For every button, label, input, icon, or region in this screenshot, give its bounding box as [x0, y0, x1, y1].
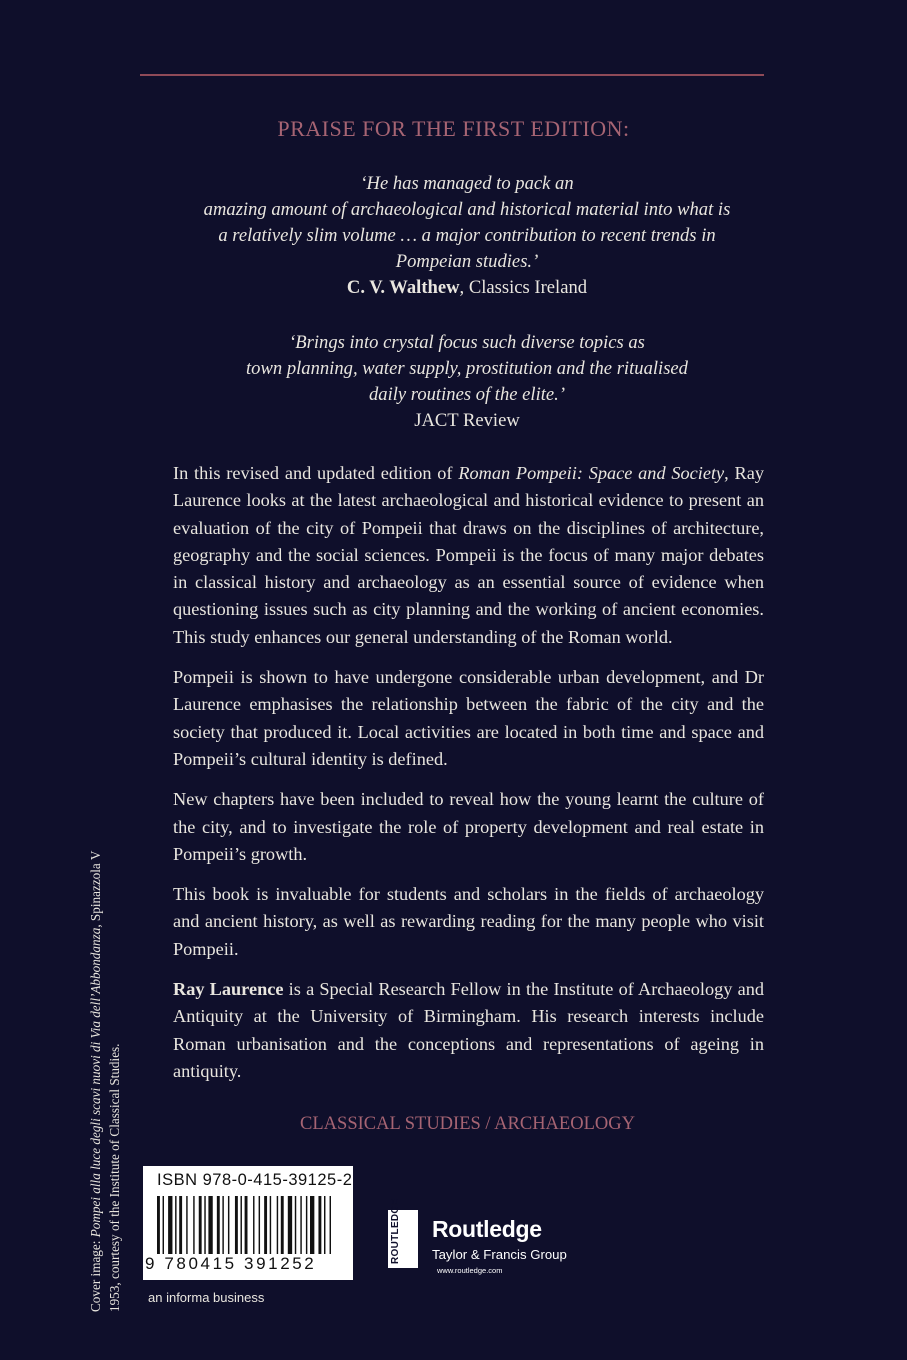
isbn-number: ISBN 978-0-415-39125-2 [157, 1171, 353, 1189]
quote-source: , Classics Ireland [459, 277, 588, 298]
quote-line: Pompeian studies.’ [395, 251, 539, 272]
publisher-group: Taylor & Francis Group [432, 1247, 567, 1262]
description-paragraph: In this revised and updated edition of Roman Pompeii: Space and Society, Ray Laurence looks at the latest archaeological and historical evidence to present an evaluation of the city of Pompeii that draws on the disciplines of architecture, geography and the social sciences. Pompeii is the focus of many major debates in classical history and archaeology as an essential source of evidence when questioning issues such as city planning and the working of ancient economies. This study enhances our general understanding of the Roman world. [173, 463, 764, 647]
quote-line: daily routines of the elite.’ [368, 384, 566, 405]
book-description [173, 460, 764, 1098]
quote-line: a relatively slim volume … a major contribution to recent trends in [218, 225, 716, 246]
praise-heading: PRAISE FOR THE FIRST EDITION: [277, 116, 630, 141]
description-paragraph: Pompeii is shown to have undergone considerable urban development, and Dr Laurence emphasises the relationship between the fabric of the city and the society that produced it. Local activities are located in both time and space and Pompeii’s cultural identity is defined. [173, 667, 764, 769]
top-divider [140, 74, 764, 76]
description-paragraph: New chapters have been included to reveal how the young learnt the culture of the city, and to investigate the role of property development and real estate in Pompeii’s growth. [173, 789, 764, 864]
description-paragraph: This book is invaluable for students and scholars in the fields of archaeology and ancient history, as well as rewarding reading for the many people who visit Pompeii. [173, 884, 764, 959]
book-title: Roman Pompeii: Space and Society [458, 463, 725, 483]
publisher-url: www.routledge.com [437, 1266, 503, 1275]
barcode-icon [157, 1196, 343, 1254]
ean-digits: 9 780415 391252 [145, 1254, 317, 1273]
review-quote-1 [140, 171, 794, 301]
cover-image-credit: Cover image: Pompei alla luce degli scavi nuovi di Via dell’Abbondanza, Spinazzola V 1953, courtesy of the Institute of Classical Studies. [88, 850, 122, 1312]
quote-line: town planning, water supply, prostitution and the ritualised [246, 358, 688, 379]
quote-attribution [140, 275, 794, 301]
quote-source: JACT Review [414, 410, 520, 431]
quote-author: C. V. Walthew [346, 277, 460, 298]
routledge-logo-icon: ROUTLEDGE [388, 1210, 418, 1268]
quote-line: amazing amount of archaeological and historical material into what is [203, 199, 731, 220]
credit-title: Pompei alla luce degli scavi nuovi di Via dell’Abbondanza [88, 927, 103, 1238]
author-bio: Ray Laurence is a Special Research Fellow in the Institute of Archaeology and Antiquity at the University of Birmingham. His research interests include Roman urbanisation and the conceptions and representations of ageing in antiquity. [173, 979, 764, 1081]
subject-category: CLASSICAL STUDIES / ARCHAEOLOGY [300, 1114, 635, 1134]
isbn-barcode [143, 1166, 353, 1280]
quote-line: ‘He has managed to pack an [360, 173, 574, 194]
publisher-name: Routledge [432, 1216, 542, 1242]
publisher-logo [388, 1198, 608, 1280]
author-name: Ray Laurence [173, 979, 284, 1000]
quote-line: ‘Brings into crystal focus such diverse topics as [289, 332, 645, 353]
review-quote-2 [140, 330, 794, 434]
informa-tagline: an informa business [148, 1290, 265, 1305]
